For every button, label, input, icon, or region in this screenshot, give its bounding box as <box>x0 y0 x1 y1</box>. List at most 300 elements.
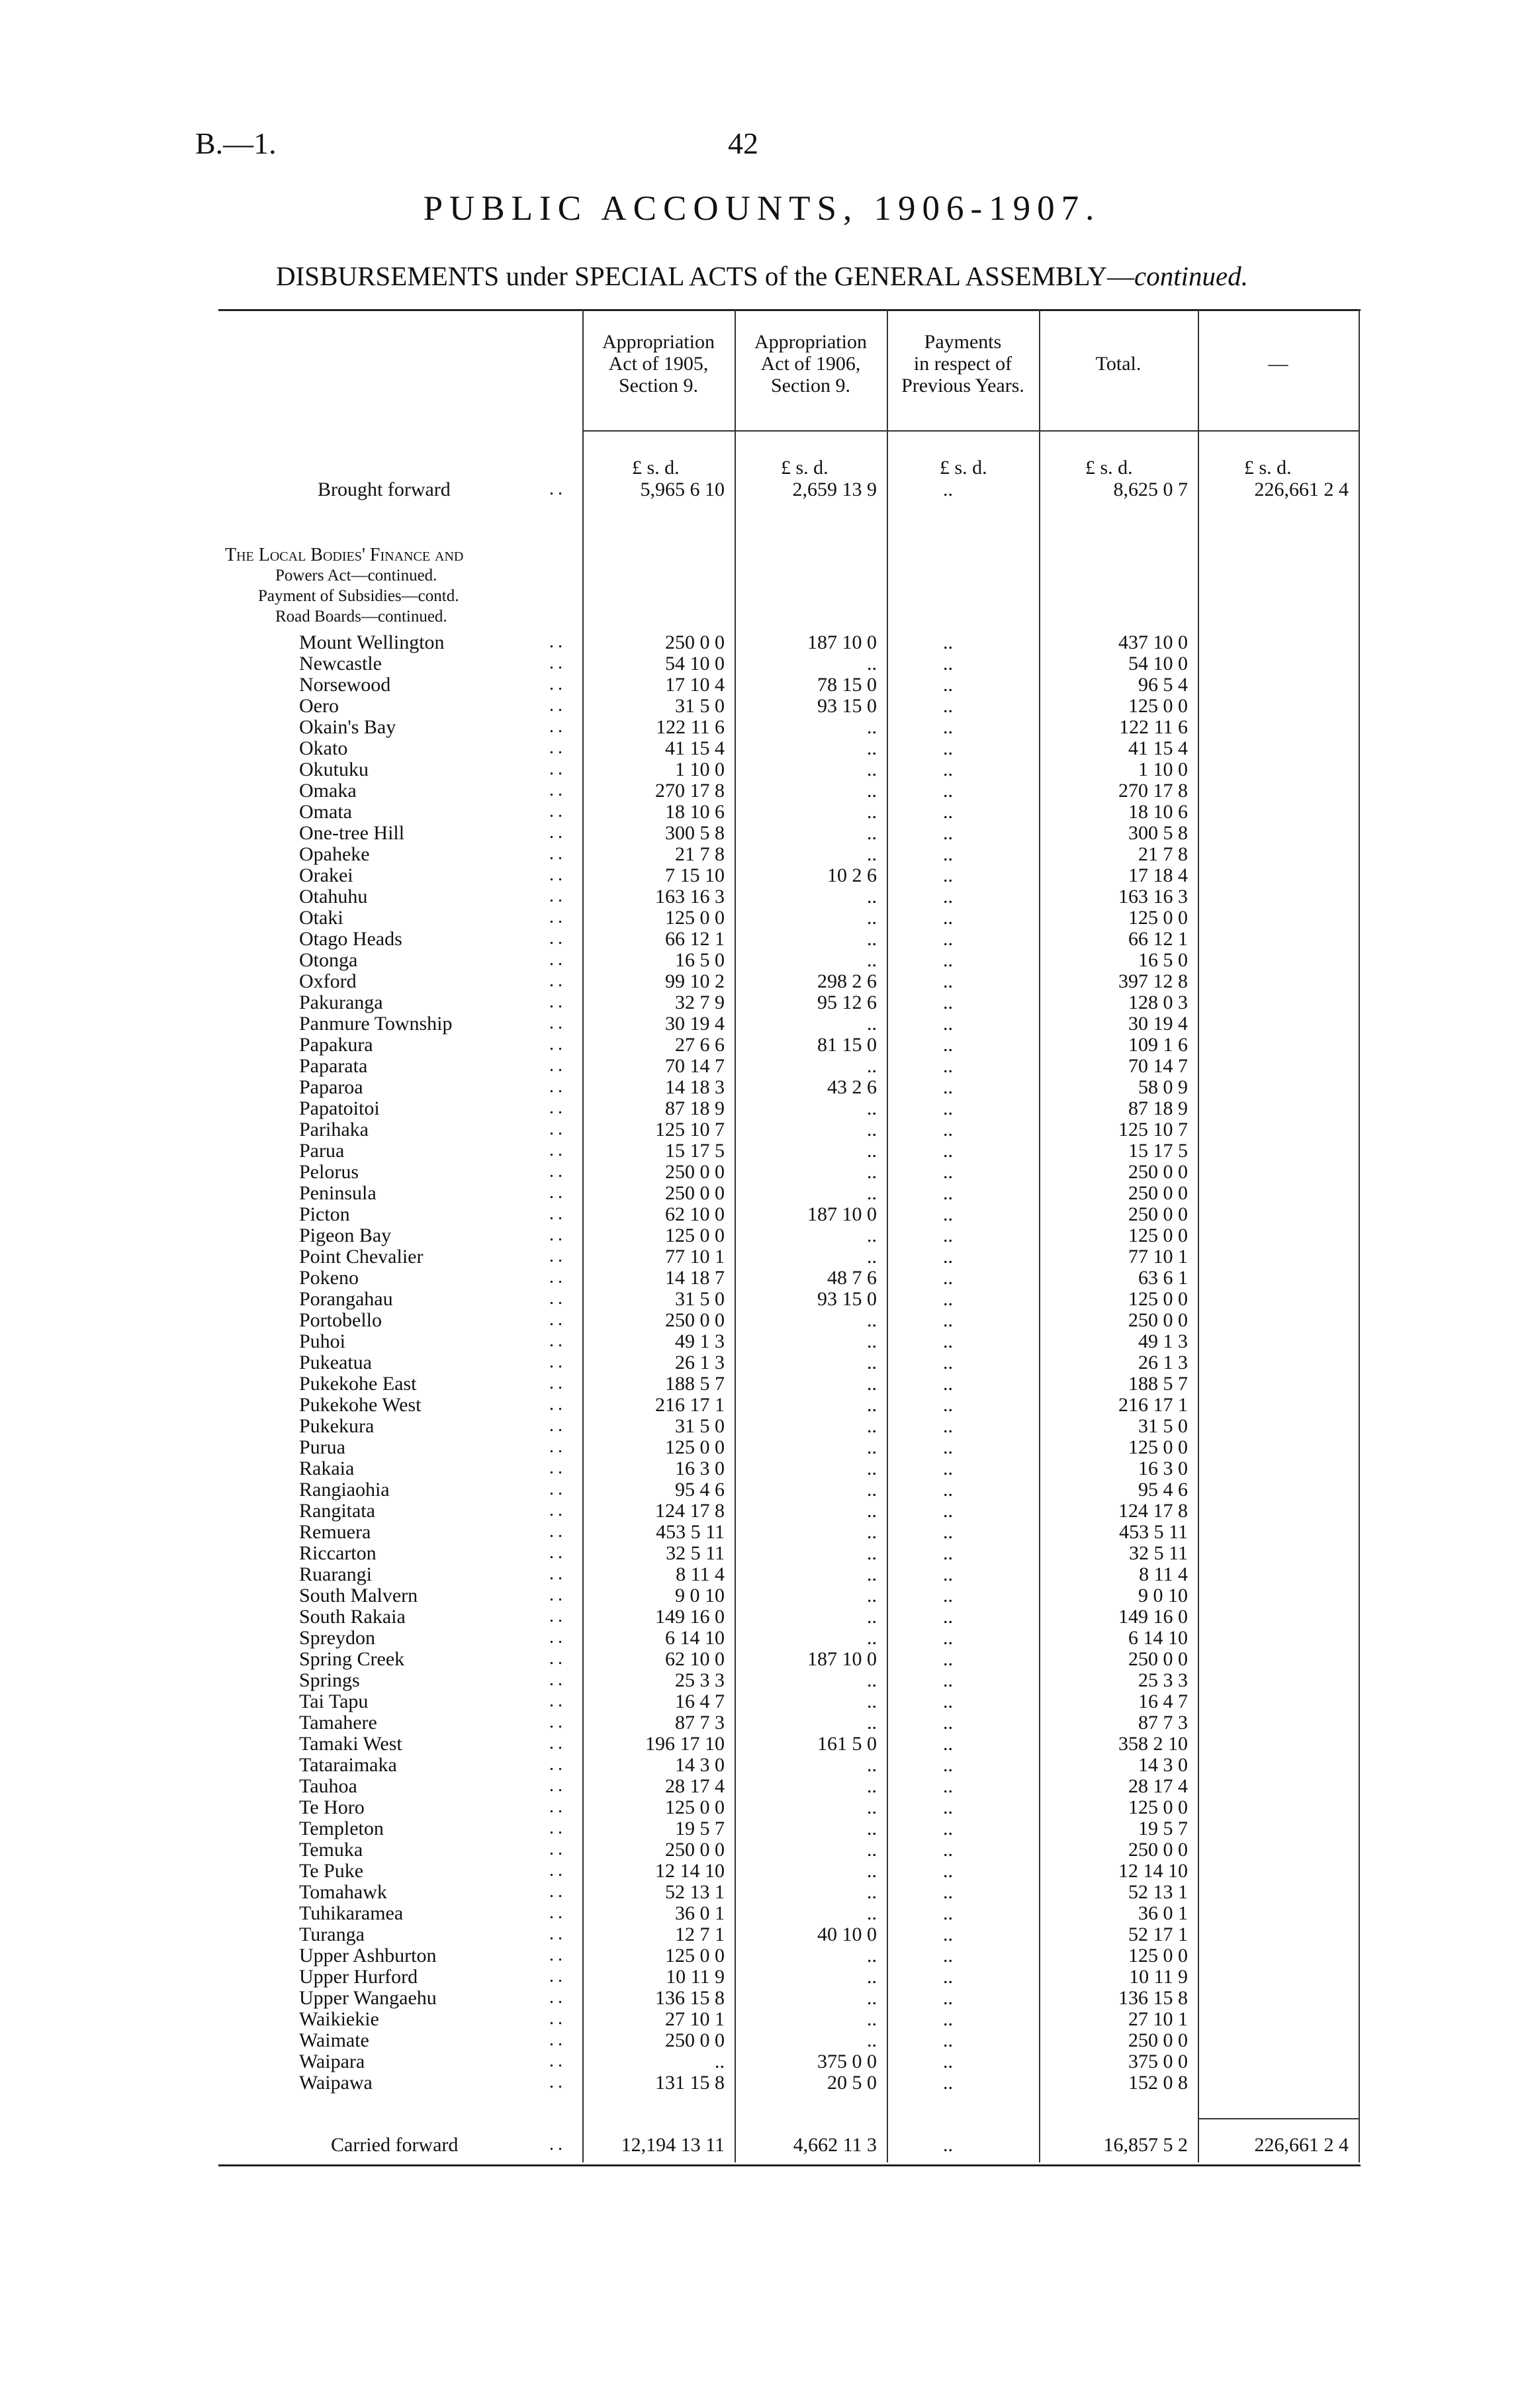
amount-1906: 10 2 6 <box>827 864 877 886</box>
leader-dots: .. <box>549 1712 566 1732</box>
leader-dots: .. <box>549 1119 566 1139</box>
section-act-continued: Powers Act—continued. <box>275 567 437 584</box>
board-name: Okain's Bay <box>299 716 396 738</box>
column-header-line: Section 9. <box>619 375 698 396</box>
amount-1905: 300 5 8 <box>665 822 725 844</box>
leader-dots: .. <box>549 1733 566 1753</box>
amount-1906: 48 7 6 <box>827 1267 877 1289</box>
amount-total: 216 17 1 <box>1118 1394 1188 1416</box>
board-name: Ruarangi <box>299 1563 372 1585</box>
amount-total: 63 6 1 <box>1138 1267 1188 1289</box>
amount-1905: 12 7 1 <box>675 1923 725 1945</box>
amount-previous-years: .. <box>943 1182 953 1204</box>
subtotal-rule <box>1198 2118 1359 2119</box>
board-name: Pukekohe West <box>299 1394 422 1416</box>
amount-1905: 62 10 0 <box>665 1203 725 1225</box>
amount-total: 95 4 6 <box>1138 1479 1188 1501</box>
amount-total: 36 0 1 <box>1138 1902 1188 1924</box>
leader-dots: .. <box>549 2072 566 2092</box>
board-name: Papakura <box>299 1034 373 1056</box>
amount-1905: 52 13 1 <box>665 1881 725 1903</box>
amount-total: 109 1 6 <box>1128 1034 1188 1056</box>
amount-1906: .. <box>867 1945 877 1967</box>
board-name: Pukekura <box>299 1415 375 1437</box>
amount-previous-years: .. <box>943 631 953 653</box>
amount-previous-years: .. <box>943 1034 953 1056</box>
amount-previous-years: .. <box>943 1330 953 1352</box>
leader-dots: .. <box>549 716 566 737</box>
amount-1905: 28 17 4 <box>665 1775 725 1797</box>
column-header-previous-years <box>887 331 1039 396</box>
amount-1905: 125 0 0 <box>665 1945 725 1967</box>
amount-1906: .. <box>867 1818 877 1839</box>
amount-1906: 95 12 6 <box>817 992 877 1013</box>
board-name: Upper Hurford <box>299 1966 418 1988</box>
amount-previous-years: .. <box>943 886 953 907</box>
brought-forward-label: Brought forward <box>318 479 451 500</box>
amount-1905: 163 16 3 <box>655 886 725 907</box>
board-name: Upper Wangaehu <box>299 1987 437 2009</box>
board-name: Opaheke <box>299 843 370 865</box>
amount-previous-years: .. <box>943 1987 953 2009</box>
leader-dots: .. <box>549 653 566 673</box>
amount-total: 27 10 1 <box>1128 2008 1188 2030</box>
amount-previous-years: .. <box>943 1394 953 1416</box>
amount-1905: 250 0 0 <box>665 1182 725 1204</box>
leader-dots: .. <box>549 1563 566 1584</box>
amount-total: 19 5 7 <box>1138 1818 1188 1839</box>
board-name: Tauhoa <box>299 1775 357 1797</box>
amount-previous-years: .. <box>943 1458 953 1479</box>
amount-1906: .. <box>867 1479 877 1501</box>
board-name: Otago Heads <box>299 928 402 950</box>
board-name: Papatoitoi <box>299 1097 380 1119</box>
amount-1905: 125 0 0 <box>665 1796 725 1818</box>
header-rule <box>582 430 1359 432</box>
amount-previous-years: .. <box>943 1733 953 1755</box>
column-header-line: Appropriation <box>754 331 867 353</box>
amount-previous-years: .. <box>943 1415 953 1437</box>
amount-1906: .. <box>867 1669 877 1691</box>
amount-total: 250 0 0 <box>1128 2029 1188 2051</box>
leader-dots: .. <box>549 886 566 906</box>
leader-dots: .. <box>549 1373 566 1393</box>
amount-previous-years: .. <box>943 1055 953 1077</box>
leader-dots: .. <box>549 1436 566 1457</box>
amount-1905: 125 10 7 <box>655 1119 725 1140</box>
amount-total: 358 2 10 <box>1118 1733 1188 1755</box>
leader-dots: .. <box>549 1288 566 1309</box>
board-name: One-tree Hill <box>299 822 405 844</box>
amount-1906: .. <box>867 1119 877 1140</box>
amount-total: 25 3 3 <box>1138 1669 1188 1691</box>
amount-total: 32 5 11 <box>1129 1542 1188 1564</box>
amount-1905: 30 19 4 <box>665 1013 725 1035</box>
amount-total: 28 17 4 <box>1128 1775 1188 1797</box>
amount-previous-years: .. <box>943 737 953 759</box>
amount-1905: 9 0 10 <box>675 1585 725 1606</box>
amount-previous-years: .. <box>943 928 953 950</box>
leader-dots: .. <box>549 1585 566 1605</box>
amount-total: 16 3 0 <box>1138 1458 1188 1479</box>
amount-1906: .. <box>867 1606 877 1628</box>
amount-total: 1 10 0 <box>1138 759 1188 780</box>
amount-1906: .. <box>867 1394 877 1416</box>
amount-previous-years: .. <box>943 1563 953 1585</box>
amount-total: 128 0 3 <box>1128 992 1188 1013</box>
board-name: Tamaki West <box>299 1733 402 1755</box>
amount-previous-years: .. <box>943 1309 953 1331</box>
leader-dots: .. <box>549 1203 566 1224</box>
page-number: 42 <box>728 126 758 160</box>
amount-1905: 54 10 0 <box>665 653 725 674</box>
unit-label: £ s. d. <box>632 457 680 479</box>
leader-dots: .. <box>549 2029 566 2050</box>
leader-dots: .. <box>549 1458 566 1478</box>
section-road-boards: Road Boards—continued. <box>275 608 447 625</box>
amount-1905: 7 15 10 <box>665 864 725 886</box>
leader-dots: .. <box>549 695 566 716</box>
amount-previous-years: .. <box>943 1754 953 1776</box>
amount-total: 16 4 7 <box>1138 1690 1188 1712</box>
amount-1906: .. <box>867 1796 877 1818</box>
leader-dots: .. <box>549 1818 566 1838</box>
board-name: Pokeno <box>299 1267 359 1289</box>
board-name: Spring Creek <box>299 1648 405 1670</box>
amount-1905: 14 18 7 <box>665 1267 725 1289</box>
leader-dots: .. <box>549 1394 566 1414</box>
board-name: Portobello <box>299 1309 382 1331</box>
amount-1905: 10 11 9 <box>666 1966 725 1988</box>
column-header-line: Act of 1906, <box>760 353 861 375</box>
amount-total: 453 5 11 <box>1119 1521 1188 1543</box>
amount-1905: 149 16 0 <box>655 1606 725 1628</box>
column-header-line: Appropriation <box>602 331 715 353</box>
leader-dots: .. <box>549 1669 566 1690</box>
leader-dots: .. <box>549 1055 566 1076</box>
leader-dots: .. <box>549 992 566 1012</box>
carried-forward-label: Carried forward <box>331 2134 459 2156</box>
amount-1905: 250 0 0 <box>665 2029 725 2051</box>
amount-1906: 81 15 0 <box>817 1034 877 1056</box>
board-name: Omaka <box>299 780 357 802</box>
amount-1906: .. <box>867 1542 877 1564</box>
amount-total: 26 1 3 <box>1138 1352 1188 1373</box>
amount-previous-years: .. <box>943 1119 953 1140</box>
amount-1906: .. <box>867 1839 877 1861</box>
amount-previous-years: .. <box>943 1690 953 1712</box>
amount-previous-years: .. <box>943 1140 953 1162</box>
amount-previous-years: .. <box>943 759 953 780</box>
amount-previous-years: .. <box>943 1288 953 1310</box>
amount-1905: 27 10 1 <box>665 2008 725 2030</box>
amount-total: 41 15 4 <box>1128 737 1188 759</box>
amount-1905: 62 10 0 <box>665 1648 725 1670</box>
board-name: Orakei <box>299 864 353 886</box>
amount-total: 15 17 5 <box>1128 1140 1188 1162</box>
amount-previous-years: .. <box>943 780 953 802</box>
amount-1905: 95 4 6 <box>675 1479 725 1501</box>
amount-1906: .. <box>867 653 877 674</box>
amount-1906: .. <box>867 1013 877 1035</box>
amount-total: 136 15 8 <box>1118 1987 1188 2009</box>
amount-1906: .. <box>867 886 877 907</box>
amount-1906: .. <box>867 928 877 950</box>
board-name: Newcastle <box>299 653 382 674</box>
amount-1906: .. <box>867 907 877 929</box>
amount-total: 250 0 0 <box>1128 1161 1188 1183</box>
leader-dots: .. <box>549 2051 566 2071</box>
leader-dots: .. <box>549 928 566 949</box>
amount-1906: .. <box>867 1373 877 1395</box>
amount-1905: 18 10 6 <box>665 801 725 823</box>
amount-previous-years: .. <box>943 1902 953 1924</box>
amount-total: 250 0 0 <box>1128 1839 1188 1861</box>
board-name: Paparoa <box>299 1076 363 1098</box>
amount-previous-years: .. <box>943 1436 953 1458</box>
amount-1906: .. <box>867 1309 877 1331</box>
amount-1905: 31 5 0 <box>675 695 725 717</box>
column-header-line: Payments <box>924 331 1002 353</box>
leader-dots: .. <box>549 1902 566 1923</box>
amount-total: 152 0 8 <box>1128 2072 1188 2094</box>
amount-previous-years: .. <box>943 1246 953 1268</box>
leader-dots: .. <box>549 907 566 927</box>
leader-dots: .. <box>549 1225 566 1245</box>
leader-dots: .. <box>549 1881 566 1902</box>
board-name: Omata <box>299 801 352 823</box>
amount-total: 16 5 0 <box>1138 949 1188 971</box>
column-header-total <box>1039 353 1198 375</box>
section-act-title: The Local Bodies' Finance and <box>225 545 464 565</box>
amount-1905: 12 14 10 <box>655 1860 725 1882</box>
amount-1905: 49 1 3 <box>675 1330 725 1352</box>
board-name: Paparata <box>299 1055 368 1077</box>
amount-total: 8 11 4 <box>1139 1563 1188 1585</box>
amount-previous-years: .. <box>943 1818 953 1839</box>
amount-1905: 131 15 8 <box>655 2072 725 2094</box>
leader-dots: .. <box>549 479 566 499</box>
amount-previous-years: .. <box>943 801 953 823</box>
leader-dots: .. <box>549 1161 566 1181</box>
amount-total: 124 17 8 <box>1118 1500 1188 1522</box>
amount-1906: 20 5 0 <box>827 2072 877 2094</box>
amount-previous-years: .. <box>943 822 953 844</box>
amount-total: 58 0 9 <box>1138 1076 1188 1098</box>
amount-previous-years: .. <box>943 1352 953 1373</box>
amount-1906: .. <box>867 1055 877 1077</box>
amount-total: 437 10 0 <box>1118 631 1188 653</box>
amount-1905: 6 14 10 <box>665 1627 725 1649</box>
amount-total: 30 19 4 <box>1128 1013 1188 1035</box>
amount-total: 125 0 0 <box>1128 907 1188 929</box>
unit-label: £ s. d. <box>781 457 829 479</box>
amount-previous-years: .. <box>943 1923 953 1945</box>
amount-total: 250 0 0 <box>1128 1203 1188 1225</box>
carried-forward-total: 16,857 5 2 <box>1103 2134 1188 2156</box>
column-header-line: Act of 1905, <box>608 353 709 375</box>
amount-previous-years: .. <box>943 1542 953 1564</box>
amount-previous-years: .. <box>943 992 953 1013</box>
column-header-act-1905 <box>582 331 735 396</box>
amount-1906: .. <box>867 822 877 844</box>
amount-total: 49 1 3 <box>1138 1330 1188 1352</box>
leader-dots: .. <box>549 1352 566 1372</box>
amount-1906: .. <box>867 1182 877 1204</box>
amount-1906: .. <box>867 759 877 780</box>
amount-1905: 14 18 3 <box>665 1076 725 1098</box>
amount-total: 300 5 8 <box>1128 822 1188 844</box>
amount-previous-years: .. <box>943 674 953 696</box>
amount-previous-years: .. <box>943 1373 953 1395</box>
amount-previous-years: .. <box>943 695 953 717</box>
carried-forward-previous: .. <box>943 2134 953 2156</box>
leader-dots: .. <box>549 843 566 864</box>
column-header-blank <box>1198 353 1359 375</box>
unit-label: £ s. d. <box>940 457 987 479</box>
leader-dots: .. <box>549 1500 566 1520</box>
amount-total: 250 0 0 <box>1128 1182 1188 1204</box>
amount-1906: .. <box>867 1521 877 1543</box>
board-name: Pigeon Bay <box>299 1225 392 1246</box>
leader-dots: .. <box>549 1479 566 1499</box>
amount-previous-years: .. <box>943 1945 953 1967</box>
amount-total: 6 14 10 <box>1128 1627 1188 1649</box>
amount-previous-years: .. <box>943 970 953 992</box>
board-name: Riccarton <box>299 1542 377 1564</box>
amount-1906: .. <box>867 1966 877 1988</box>
leader-dots: .. <box>549 1754 566 1775</box>
amount-total: 250 0 0 <box>1128 1309 1188 1331</box>
amount-total: 70 14 7 <box>1128 1055 1188 1077</box>
leader-dots: .. <box>549 1839 566 1859</box>
amount-previous-years: .. <box>943 1203 953 1225</box>
leader-dots: .. <box>549 1309 566 1330</box>
amount-1906: .. <box>867 1987 877 2009</box>
leader-dots: .. <box>549 674 566 694</box>
amount-1905: 250 0 0 <box>665 1839 725 1861</box>
amount-previous-years: .. <box>943 1860 953 1882</box>
amount-previous-years: .. <box>943 1839 953 1861</box>
subtitle-continued: continued. <box>1134 261 1248 291</box>
amount-1906: .. <box>867 1690 877 1712</box>
board-name: Mount Wellington <box>299 631 445 653</box>
amount-previous-years: .. <box>943 2008 953 2030</box>
board-name: Rangiaohia <box>299 1479 390 1501</box>
leader-dots: .. <box>549 631 566 652</box>
amount-1905: 32 7 9 <box>675 992 725 1013</box>
amount-1905: 99 10 2 <box>665 970 725 992</box>
column-header-line: — <box>1268 353 1288 375</box>
amount-1905: 77 10 1 <box>665 1246 725 1268</box>
amount-previous-years: .. <box>943 1669 953 1691</box>
amount-1905: 27 6 6 <box>675 1034 725 1056</box>
amount-1906: .. <box>867 801 877 823</box>
amount-1905: 16 3 0 <box>675 1458 725 1479</box>
board-name: Pelorus <box>299 1161 359 1183</box>
amount-1905: 1 10 0 <box>675 759 725 780</box>
amount-1906: 187 10 0 <box>807 631 877 653</box>
amount-total: 125 0 0 <box>1128 1436 1188 1458</box>
leader-dots: .. <box>549 1775 566 1796</box>
amount-1906: .. <box>867 1436 877 1458</box>
amount-1905: 122 11 6 <box>656 716 725 738</box>
table-subtitle <box>0 260 1524 292</box>
board-name: Tuhikaramea <box>299 1902 404 1924</box>
leader-dots: .. <box>549 1415 566 1436</box>
leader-dots: .. <box>549 1966 566 1986</box>
leader-dots: .. <box>549 1923 566 1944</box>
amount-total: 12 14 10 <box>1118 1860 1188 1882</box>
amount-1906: .. <box>867 2029 877 2051</box>
amount-1905: 36 0 1 <box>675 1902 725 1924</box>
amount-1906: 161 5 0 <box>817 1733 877 1755</box>
brought-forward-1905: 5,965 6 10 <box>640 479 725 500</box>
amount-1906: .. <box>867 1902 877 1924</box>
amount-1906: .. <box>867 1225 877 1246</box>
leader-dots: .. <box>549 1267 566 1287</box>
board-name: Waimate <box>299 2029 369 2051</box>
board-name: Tamahere <box>299 1712 377 1734</box>
leader-dots: .. <box>549 1796 566 1817</box>
leader-dots: .. <box>549 1648 566 1669</box>
amount-1906: .. <box>867 1585 877 1606</box>
amount-1906: .. <box>867 1775 877 1797</box>
board-name: Parua <box>299 1140 345 1162</box>
brought-forward-1906: 2,659 13 9 <box>792 479 877 500</box>
amount-previous-years: .. <box>943 949 953 971</box>
board-name: Tomahawk <box>299 1881 387 1903</box>
amount-total: 163 16 3 <box>1118 886 1188 907</box>
unit-label: £ s. d. <box>1085 457 1133 479</box>
leader-dots: .. <box>549 864 566 885</box>
board-name: Pukeatua <box>299 1352 372 1373</box>
amount-total: 18 10 6 <box>1128 801 1188 823</box>
report-reference: B.—1. <box>195 126 277 160</box>
amount-1906: .. <box>867 1458 877 1479</box>
amount-1905: 25 3 3 <box>675 1669 725 1691</box>
board-name: Pakuranga <box>299 992 383 1013</box>
amount-1905: 70 14 7 <box>665 1055 725 1077</box>
amount-1905: 19 5 7 <box>675 1818 725 1839</box>
column-rule <box>1359 309 1360 2162</box>
board-name: Oero <box>299 695 339 717</box>
amount-1906: .. <box>867 1330 877 1352</box>
amount-previous-years: .. <box>943 1076 953 1098</box>
amount-total: 96 5 4 <box>1138 674 1188 696</box>
amount-1906: .. <box>867 737 877 759</box>
amount-1905: 188 5 7 <box>665 1373 725 1395</box>
board-name: Turanga <box>299 1923 365 1945</box>
leader-dots: .. <box>549 1330 566 1351</box>
amount-previous-years: .. <box>943 1627 953 1649</box>
amount-1905: 31 5 0 <box>675 1288 725 1310</box>
board-name: Otahuhu <box>299 886 368 907</box>
board-name: Puhoi <box>299 1330 346 1352</box>
column-header-line: in respect of <box>913 353 1012 375</box>
amount-1905: 250 0 0 <box>665 1161 725 1183</box>
amount-1905: 87 18 9 <box>665 1097 725 1119</box>
leader-dots: .. <box>549 1542 566 1563</box>
board-name: Oxford <box>299 970 357 992</box>
board-name: Templeton <box>299 1818 384 1839</box>
board-name: Purua <box>299 1436 345 1458</box>
amount-1905: 21 7 8 <box>675 843 725 865</box>
board-name: Tai Tapu <box>299 1690 369 1712</box>
board-name: Pukekohe East <box>299 1373 417 1395</box>
amount-1905: 453 5 11 <box>656 1521 725 1543</box>
leader-dots: .. <box>549 759 566 779</box>
